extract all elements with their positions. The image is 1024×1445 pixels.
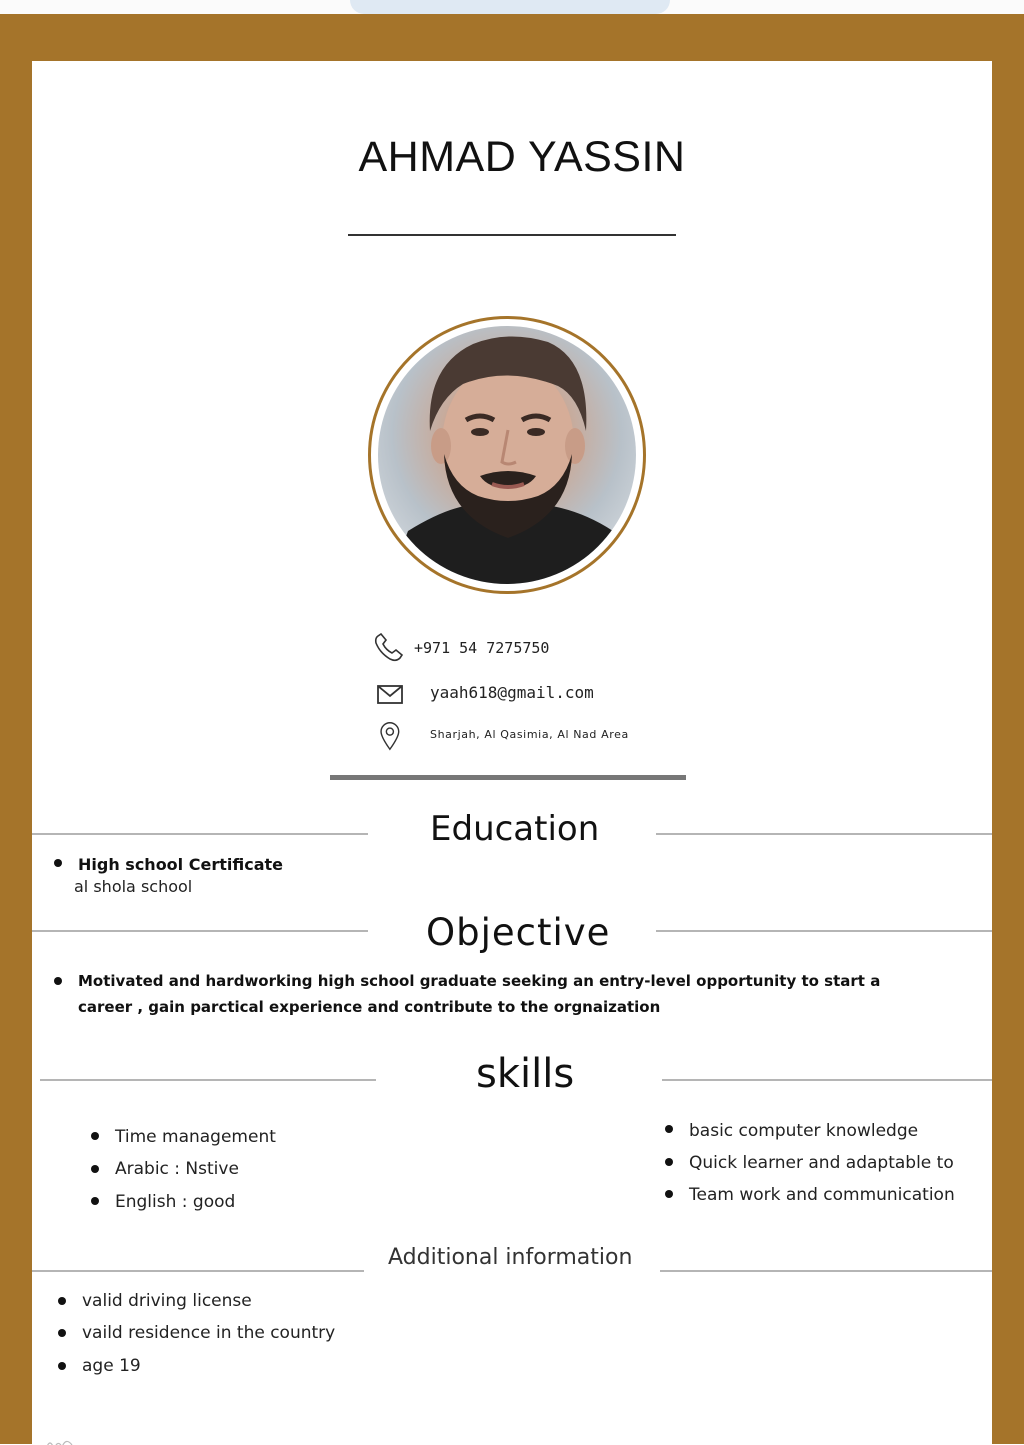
skills-title: skills: [476, 1051, 575, 1097]
education-title: Education: [430, 809, 600, 849]
bullet: [54, 977, 62, 985]
additional-item-2: vaild residence in the country: [82, 1323, 336, 1343]
bullet: [58, 1297, 66, 1305]
contact-phone: +971 54 7275750: [414, 639, 550, 657]
bullet: [91, 1165, 99, 1173]
skill-right-2: Quick learner and adaptable to: [689, 1153, 954, 1173]
bullet: [58, 1329, 66, 1337]
education-item: High school Certificate: [78, 855, 283, 874]
objective-line-1: Motivated and hardworking high school graduate seeking an entry-level opportunity to start a: [78, 972, 881, 990]
skills-rule-left: [40, 1079, 376, 1081]
additional-rule-right: [660, 1270, 992, 1272]
mail-icon: [372, 681, 406, 711]
top-tab: [350, 0, 670, 14]
objective-rule-right: [656, 930, 992, 932]
profile-photo-inner: [378, 326, 636, 584]
contact-email: yaah618@gmail.com: [430, 683, 594, 702]
bullet: [665, 1125, 673, 1133]
additional-rule-left: [32, 1270, 364, 1272]
skills-rule-right: [662, 1079, 992, 1081]
additional-item-1: valid driving license: [82, 1291, 252, 1311]
phone-icon: [372, 633, 406, 663]
bullet: [54, 859, 62, 867]
contact-address: Sharjah, Al Qasimia, Al Nad Area: [430, 728, 629, 741]
objective-rule-left: [32, 930, 368, 932]
objective-title: Objective: [426, 911, 611, 954]
bullet: [665, 1190, 673, 1198]
top-strip: [0, 0, 1024, 14]
objective-line-2: career , gain parctical experience and contribute to the orgnaization: [78, 998, 661, 1016]
resume-sheet: [32, 61, 992, 1445]
additional-title: Additional information: [388, 1245, 633, 1270]
bullet: [91, 1132, 99, 1140]
skill-left-3: English : good: [115, 1192, 236, 1212]
resume-frame: [0, 14, 1024, 1444]
education-rule-right: [656, 833, 992, 835]
skill-right-3: Team work and communication: [689, 1185, 955, 1205]
skill-left-2: Arabic : Nstive: [115, 1159, 239, 1179]
name-underline: [348, 234, 676, 236]
resume-name: AHMAD YASSIN: [358, 133, 686, 181]
education-rule-left: [32, 833, 368, 835]
bullet: [91, 1197, 99, 1205]
bullet: [58, 1362, 66, 1370]
education-school: al shola school: [74, 877, 193, 896]
skill-left-1: Time management: [115, 1127, 276, 1147]
location-pin-icon: [372, 721, 406, 751]
contact-divider: [330, 775, 686, 780]
skill-right-1: basic computer knowledge: [689, 1121, 919, 1141]
bullet: [665, 1158, 673, 1166]
additional-item-3: age 19: [82, 1356, 141, 1376]
portrait-illustration: [378, 326, 636, 584]
profile-photo: [368, 316, 646, 594]
